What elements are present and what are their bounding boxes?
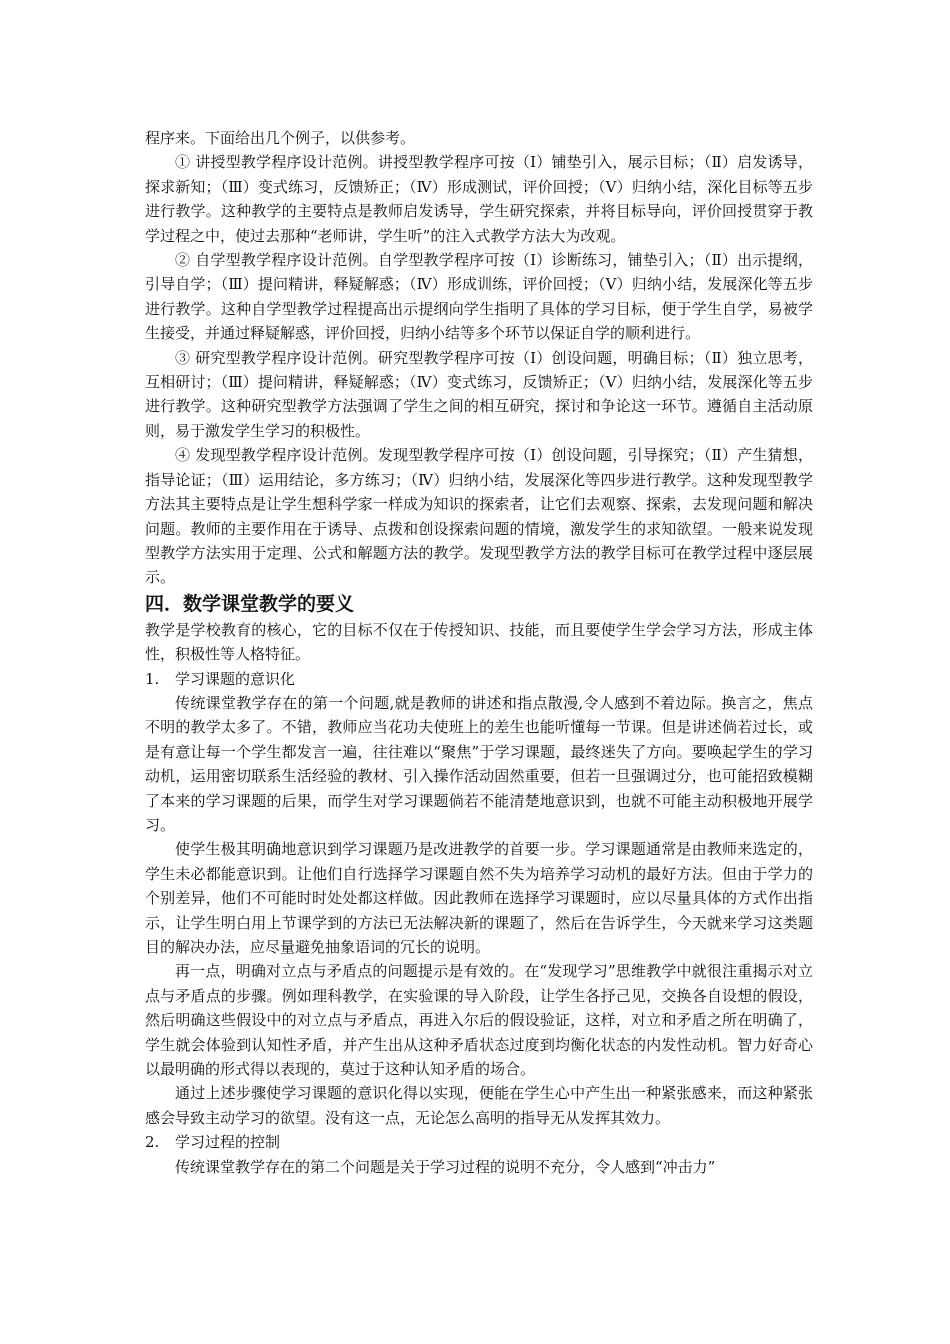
subheading-title: 学习课题的意识化 — [175, 669, 296, 688]
paragraph: 传统课堂教学存在的第一个问题,就是教师的讲述和指点散漫,令人感到不着边际。换言之，焦点不明的教学太多了。不错，教师应当花功夫使班上的差生也能听懂每一节课。但是讲述倘若过长，或是有意让每一个学生都发言一遍，往往难以“聚焦”于学习课题，最终迷失了方向。要唤起学生的学习动机，运用密切联系生活经验的教材、引入操作活动固然重要，但若一旦强调过分，也可能招致模糊了本来的学习课题的后果，而学生对学习课题倘若不能清楚地意识到，也就不可能主动积极地开展学习。 — [145, 693, 813, 834]
paragraph-continuation: 程序来。下面给出几个例子，以供参考。 — [145, 129, 416, 147]
subheading-2 — [145, 1130, 813, 1154]
section-intro: 教学是学校教育的核心，它的目标不仅在于传授知识、技能，而且要使学生学会学习方法，形成主体性，积极性等人格特征。 — [145, 620, 813, 664]
paragraph: 通过上述步骤使学习课题的意识化得以实现，便能在学生心中产生出一种紧张感来，而这种紧张感会导致主动学习的欲望。没有这一点，无论怎么高明的指导无从发挥其效力。 — [145, 1084, 813, 1127]
subheading-1 — [145, 667, 813, 691]
document-page — [145, 126, 813, 1179]
paragraph: 传统课堂教学存在的第二个问题是关于学习过程的说明不充分，令人感到“冲击力” — [175, 1157, 716, 1176]
subheading-number: 2. — [145, 1133, 160, 1152]
paragraph-discovery-example: ④ 发现型教学程序设计范例。发现型教学程序可按（Ⅰ）创设问题，引导探究；（Ⅱ）产生猜想，指导论证；（Ⅲ）运用结论，多方练习；（Ⅳ）归纳小结，发展深化等四步进行教学。这种发现型教学方法其主要特点是让学生想科学家一样成为知识的探索者，让它们去观察、探索，去发现问题和解决问题。教师的主要作用在于诱导、点拨和创设探索问题的情境，激发学生的求知欲望。一般来说发现型教学方法实用于定理、公式和解题方法的教学。发现型教学方法的教学目标可在教学过程中逐层展示。 — [145, 446, 813, 587]
subheading-number: 1. — [145, 669, 160, 688]
paragraph: 使学生极其明确地意识到学习课题乃是改进教学的首要一步。学习课题通常是由教师来选定的，学生未必都能意识到。让他们自行选择学习课题自然不失为培养学习动机的最好方法。但由于学力的个别差异，他们不可能时时处处都这样做。因此教师在选择学习课题时，应以尽量具体的方式作出指示，让学生明白用上节课学到的方法已无法解决新的课题了，然后在告诉学生，今天就来学习这类题目的解决办法，应尽量避免抽象语词的冗长的说明。 — [145, 840, 813, 956]
paragraph: 再一点，明确对立点与矛盾点的问题提示是有效的。在“发现学习”思维教学中就很注重揭示对立点与矛盾点的步骤。例如理科教学，在实验课的导入阶段，让学生各抒己见，交换各自设想的假设，然后明确这些假设中的对立点与矛盾点，再进入尔后的假设验证，这样，对立和矛盾之所在明确了，学生就会体验到认知性矛盾，并产生出从这种矛盾状态过度到均衡化状态的内发性动机。智力好奇心以最明确的形式得以表现的，莫过于这种认知矛盾的场合。 — [145, 962, 813, 1079]
paragraph-research-example: ③ 研究型教学程序设计范例。研究型教学程序可按（Ⅰ）创设问题，明确目标；（Ⅱ）独立思考，互相研讨；（Ⅲ）提问精讲，释疑解惑；（Ⅳ）变式练习，反馈矫正；（Ⅴ）归纳小结，发展深化等五步进行教学。这种研究型教学方法强调了学生之间的相互研究，探讨和争论这一环节。遵循自主活动原则，易于激发学生学习的积极性。 — [145, 348, 813, 440]
paragraph-self-study-example: ② 自学型教学程序设计范例。自学型教学程序可按（Ⅰ）诊断练习，铺垫引入；（Ⅱ）出示提纲，引导自学；（Ⅲ）提问精讲，释疑解惑；（Ⅳ）形成训练，评价回授；（Ⅴ）归纳小结，发展深化等五步进行教学。这种自学型教学过程提高出示提纲向学生指明了具体的学习目标，便于学生自学，易被学生接受，并通过释疑解惑，评价回授，归纳小结等多个环节以保证自学的顺利进行。 — [145, 251, 813, 343]
section-heading: 四．数学课堂教学的要义 — [145, 592, 355, 615]
subheading-title: 学习过程的控制 — [175, 1133, 281, 1152]
paragraph-lecture-example: ① 讲授型教学程序设计范例。讲授型教学程序可按（Ⅰ）铺垫引入，展示目标；（Ⅱ）启发诱导，探求新知；（Ⅲ）变式练习，反馈矫正；（Ⅳ）形成测试，评价回授；（Ⅴ）归纳小结，深化目标等五步进行教学。这种教学的主要特点是教师启发诱导，学生研究探索，并将目标导向，评价回授贯穿于教学过程之中，使过去那种“老师讲，学生听”的注入式教学方法大为改观。 — [145, 153, 813, 245]
